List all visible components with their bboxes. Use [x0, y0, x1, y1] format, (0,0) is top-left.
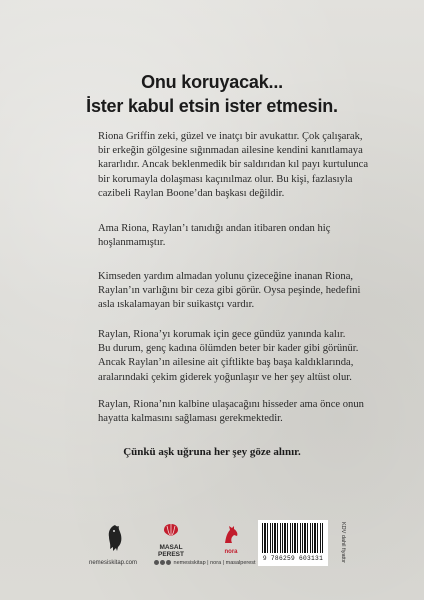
blurb-line: bir korumayla dolaşması kaçınılmaz olur. Bu kişi, fazlasıyla	[98, 173, 353, 185]
headline-line-2: İster kabul etsin ister etmesin.	[86, 96, 338, 116]
blurb-line: hayatta kalmasını sağlaması gerekmektedir.	[98, 413, 283, 425]
blurb-paragraph-3	[98, 270, 361, 313]
balloon-icon	[162, 523, 180, 537]
barcode-bars	[262, 523, 324, 553]
isbn-number: 9 786259 603131	[262, 555, 324, 562]
blurb-line: Ama Riona, Raylan’ı tanıdığı andan itibaren ondan hiç	[98, 223, 331, 234]
blurb-paragraph-5	[98, 398, 364, 426]
instagram-icon	[154, 560, 159, 565]
blurb-line: Raylan, Riona’nın kalbine ulaşacağını hisseder ama önce onun	[98, 399, 364, 410]
blurb-line: Kimseden yardım almadan yolunu çizeceğine inanan Riona,	[98, 271, 354, 282]
horse-icon	[220, 523, 242, 545]
x-icon	[160, 560, 165, 565]
blurb-paragraph-1	[98, 130, 369, 201]
blurb-line: Bu durum, genç kadına ölümden beter bir kader gibi görünür.	[98, 343, 359, 355]
publisher-site: nemesiskitap.com	[89, 560, 138, 566]
blurb-line: aralarındaki çekim giderek yoğunlaşır ve her şey altüst olur.	[98, 371, 352, 383]
blurb-line: Riona Griffin zeki, güzel ve inatçı bir avukattır. Çok çalışarak,	[98, 131, 363, 142]
blurb-line: bir erkeğin gölgesine sığınmadan ailesine kendini kanıtlamaya	[98, 145, 363, 157]
social-handles	[154, 560, 256, 566]
social-handles-text: nemesiskitap | nora | masalperest	[173, 560, 256, 566]
raven-logo-icon	[104, 523, 126, 553]
blurb-line: Raylan, Riona’yı korumak için gece gündüz yanında kalır.	[98, 329, 346, 340]
blurb-line: Raylan’ın varlığını bir ceza gibi görür. Oysa peşinde, hedefini	[98, 285, 361, 297]
blurb-paragraph-2	[98, 222, 334, 250]
blurb-paragraph-4	[98, 328, 359, 385]
masal-perest-logo	[148, 523, 194, 558]
blurb-line: hoşlanmamıştır.	[98, 237, 166, 249]
facebook-icon	[166, 560, 171, 565]
price-note: KDV dahil fiyattır	[340, 522, 346, 563]
nora-logo-text: nora	[224, 549, 238, 555]
blurb-line: cazibeli Raylan Boone’dan başkası değildir.	[98, 187, 285, 199]
nora-logo	[216, 523, 246, 555]
barcode	[258, 520, 328, 566]
headline-line-1: Onu koruyacak...	[141, 72, 283, 92]
closing-tagline: Çünkü aşk uğruna her şey göze alınır.	[123, 446, 301, 458]
blurb-line: kararlıdır. Ancak beklenmedik bir saldırıdan kıl payı kurtulunca	[98, 159, 369, 171]
blurb-line: asla ıskalamayan bir suikastçı vardır.	[98, 299, 255, 311]
blurb-line: Ancak Raylan’ın ailesine ait çiftlikte baş başa kaldıklarında,	[98, 357, 354, 369]
masal-perest-logo-text: MASAL PEREST	[157, 544, 184, 558]
